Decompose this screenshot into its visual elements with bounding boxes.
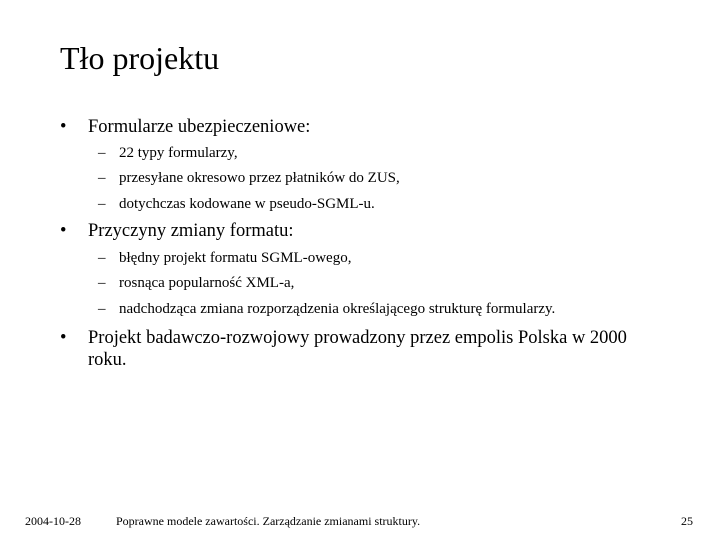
sub-item-text: 22 typy formularzy, [119,145,238,161]
bullet-text: Przyczyny zmiany formatu: [88,221,294,241]
bullet-marker: • [60,221,67,241]
page-number: 25 [681,514,693,528]
bullet-text: Formularze ubezpieczeniowe: [88,117,311,137]
slide-title: Tło projektu [60,40,220,76]
sub-item [98,298,688,320]
sub-marker: – [98,301,106,317]
footer-date: 2004-10-28 [25,514,81,528]
sub-item [98,142,688,164]
sub-item-text: nadchodząca zmiana rozporządzenia określającego strukturę formularzy. [119,301,556,317]
sub-marker: – [98,250,106,266]
bullet-text: Projekt badawczo-rozwojowy prowadzony przez empolis Polska w 2000 roku. [88,328,627,370]
bullet-item-formularze [60,116,680,138]
bullet-item-przyczyny [60,220,680,242]
sub-item-text: dotychczas kodowane w pseudo-SGML-u. [119,196,375,212]
sub-item-text: przesyłane okresowo przez płatników do ZUS, [119,170,400,186]
sub-item-text: rosnąca popularność XML-a, [119,275,295,291]
bullet-marker: • [60,328,67,348]
sub-item [98,193,688,215]
sub-item [98,247,688,269]
sub-item [98,272,688,294]
sub-marker: – [98,170,106,186]
bullet-item-projekt [60,327,660,371]
bullet-marker: • [60,117,67,137]
sub-item-text: błędny projekt formatu SGML-owego, [119,250,352,266]
footer-caption: Poprawne modele zawartości. Zarządzanie zmianami struktury. [116,514,421,528]
sub-marker: – [98,145,106,161]
sub-marker: – [98,275,106,291]
sub-marker: – [98,196,106,212]
sub-item [98,167,688,189]
